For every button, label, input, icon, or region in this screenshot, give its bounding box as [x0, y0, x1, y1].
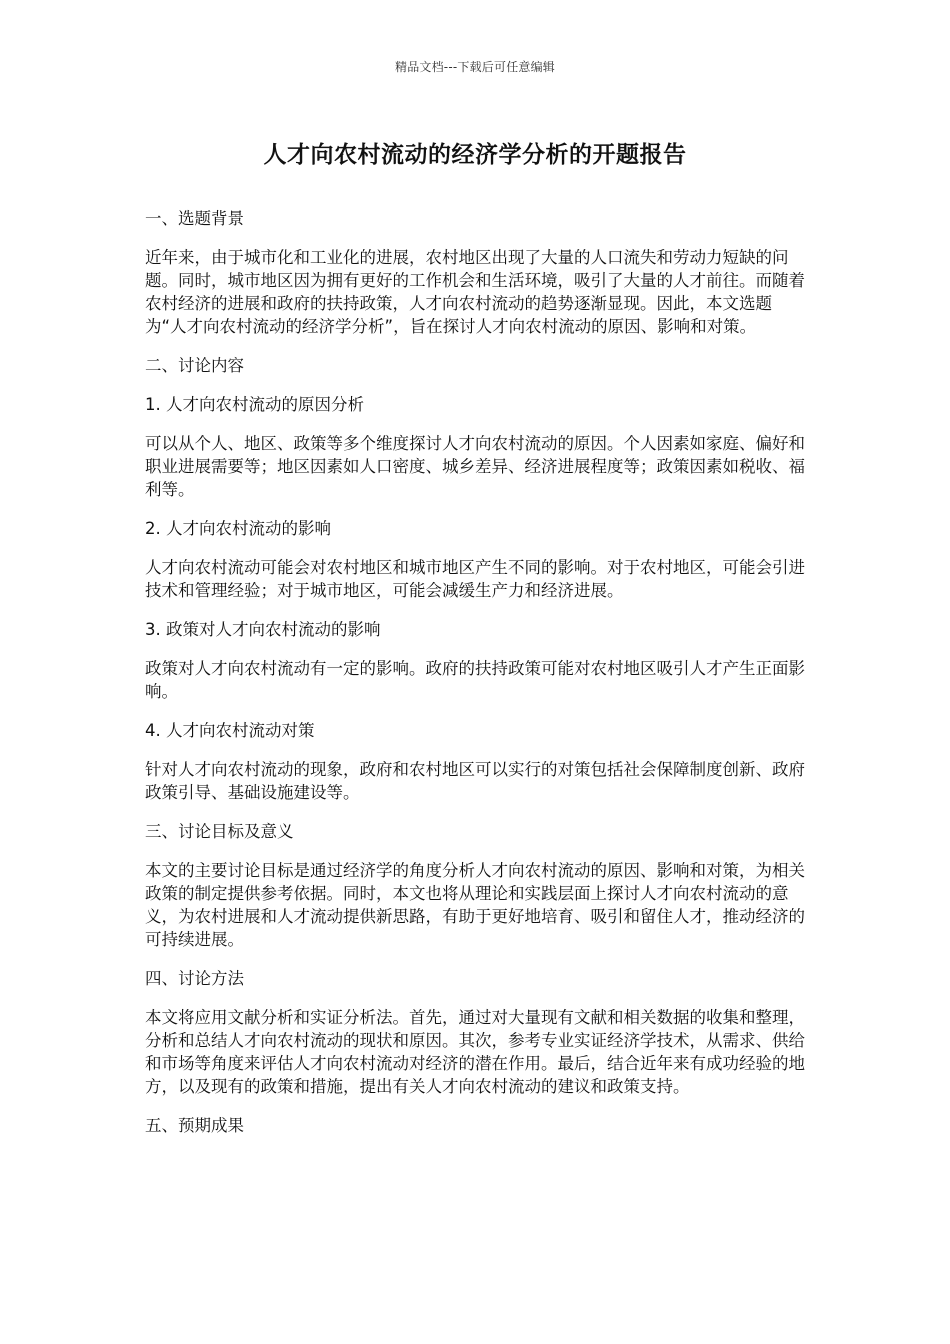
paragraph-causes: 可以从个人、地区、政策等多个维度探讨人才向农村流动的原因。个人因素如家庭、偏好和职业进展需要等；地区因素如人口密度、城乡差异、经济进展程度等；政策因素如税收、福利等。: [145, 434, 805, 499]
paragraph-countermeasures: 针对人才向农村流动的现象，政府和农村地区可以实行的对策包括社会保障制度创新、政府政策引导、基础设施建设等。: [145, 760, 805, 802]
paragraph-objectives: 本文的主要讨论目标是通过经济学的角度分析人才向农村流动的原因、影响和对策，为相关政策的制定提供参考依据。同时，本文也将从理论和实践层面上探讨人才向农村流动的意义，为农村进展和人才流动提供新思路，有助于更好地培育、吸引和留住人才，推动经济的可持续进展。: [145, 861, 805, 949]
subsection-heading-policy: 3. 政策对人才向农村流动的影响: [145, 620, 381, 639]
section-heading-objectives: 三、讨论目标及意义: [145, 822, 294, 841]
document-body: [145, 207, 810, 1153]
paragraph-methods: 本文将应用文献分析和实证分析法。首先，通过对大量现有文献和相关数据的收集和整理，分析和总结人才向农村流动的现状和原因。其次，参考专业实证经济学技术，从需求、供给和市场等角度来评估人才向农村流动对经济的潜在作用。最后，结合近年来有成功经验的地方，以及现有的政策和措施，提出有关人才向农村流动的建议和政策支持。: [145, 1008, 805, 1096]
paragraph-background: 近年来，由于城市化和工业化的进展，农村地区出现了大量的人口流失和劳动力短缺的问题。同时，城市地区因为拥有更好的工作机会和生活环境，吸引了大量的人才前往。而随着农村经济的进展和政府的扶持政策，人才向农村流动的趋势逐渐显现。因此，本文选题为“人才向农村流动的经济学分析”，旨在探讨人才向农村流动的原因、影响和对策。: [145, 248, 805, 336]
document-title: 人才向农村流动的经济学分析的开题报告: [263, 142, 687, 168]
section-heading-expected-results: 五、预期成果: [145, 1116, 244, 1135]
subsection-heading-countermeasures: 4. 人才向农村流动对策: [145, 721, 315, 740]
paragraph-policy: 政策对人才向农村流动有一定的影响。政府的扶持政策可能对农村地区吸引人才产生正面影响。: [145, 659, 805, 701]
paragraph-impacts: 人才向农村流动可能会对农村地区和城市地区产生不同的影响。对于农村地区，可能会引进技术和管理经验；对于城市地区，可能会减缓生产力和经济进展。: [145, 558, 805, 600]
header-note: 精品文档---下载后可任意编辑: [395, 60, 555, 74]
section-heading-methods: 四、讨论方法: [145, 969, 244, 988]
subsection-heading-causes: 1. 人才向农村流动的原因分析: [145, 395, 364, 414]
section-heading-background: 一、选题背景: [145, 209, 244, 228]
section-heading-content: 二、讨论内容: [145, 356, 244, 375]
subsection-heading-impacts: 2. 人才向农村流动的影响: [145, 519, 331, 538]
